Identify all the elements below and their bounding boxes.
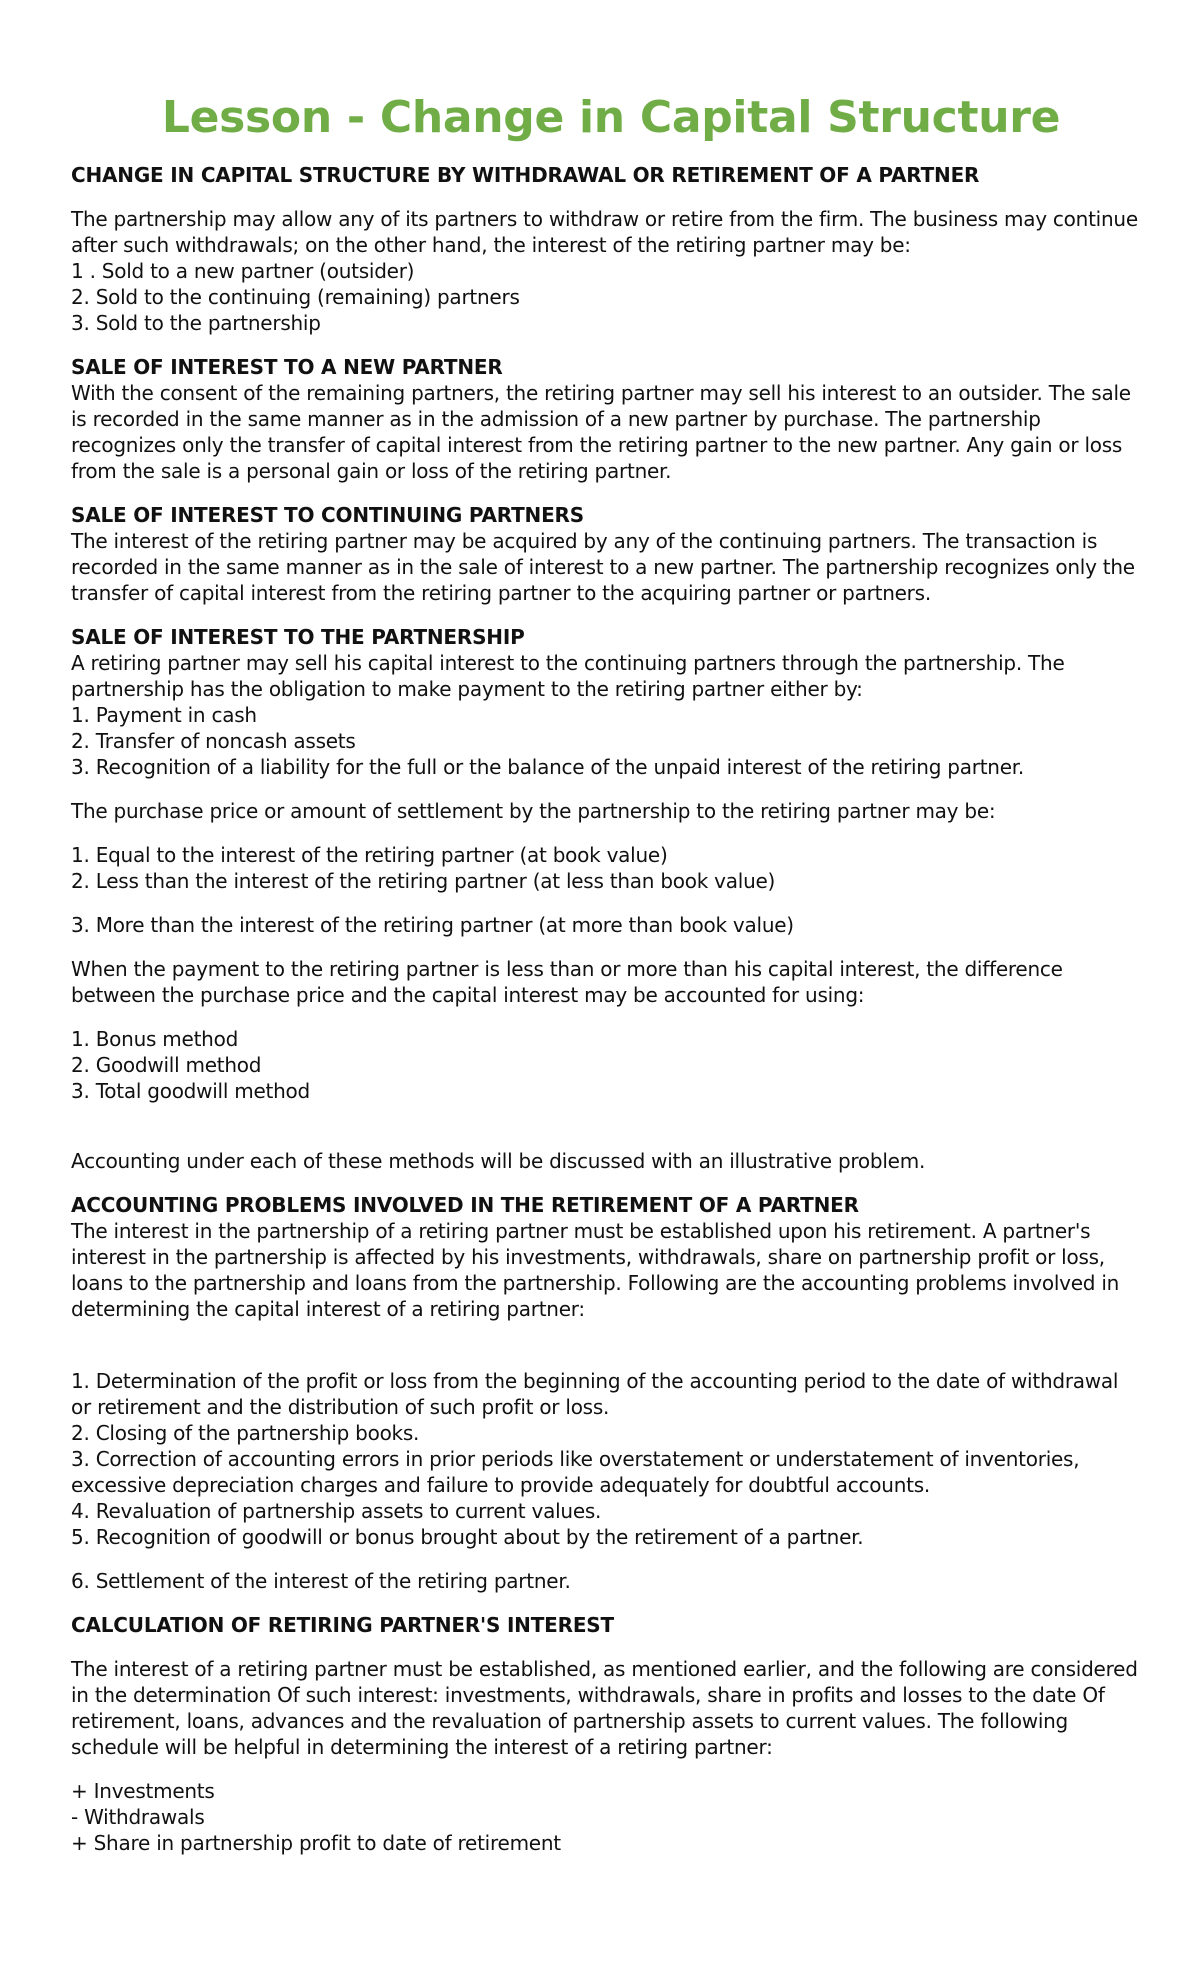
paragraph-continuing-partners: The interest of the retiring partner may be acquired by any of the continuing partners. The transaction is recorded in the same manner as in the sale of interest to a new partner. The partnership recognizes only the transfer of capital interest from the retiring partner to the acquiring partner or partners. bbox=[71, 529, 1135, 605]
paragraph-calculation: The interest of a retiring partner must be established, as mentioned earlier, and the following are considered in the determination Of such interest: investments, withdrawals, share in profits and losses to the date Of retirement, loans, advances and the revaluation of partnership assets to current values. The following schedule will be helpful in determining the interest of a retiring partner: bbox=[71, 1657, 1138, 1759]
page-title: Lesson - Change in Capital Structure bbox=[161, 92, 1061, 143]
section-heading-accounting-problems: ACCOUNTING PROBLEMS INVOLVED IN THE RETIREMENT OF A PARTNER bbox=[71, 1193, 859, 1217]
paragraph-accounting-problems: The interest in the partnership of a retiring partner must be established upon his retirement. A partner's interest in the partnership is affected by his investments, withdrawals, share on partnership profit or loss, loans to the partnership and loans from the partnership. Following are the accounting problems involved in determining the capital interest of a retiring partner: bbox=[71, 1219, 1120, 1321]
section-heading-continuing-partners: SALE OF INTEREST TO CONTINUING PARTNERS bbox=[71, 503, 584, 527]
list-item: 2. Transfer of noncash assets bbox=[71, 729, 356, 753]
paragraph-methods-note: Accounting under each of these methods will be discussed with an illustrative problem. bbox=[71, 1149, 926, 1173]
list-item: - Withdrawals bbox=[71, 1805, 205, 1829]
list-item: 6. Settlement of the interest of the retiring partner. bbox=[71, 1569, 571, 1593]
list-item: 1. Payment in cash bbox=[71, 703, 257, 727]
paragraph-new-partner: With the consent of the remaining partners, the retiring partner may sell his interest to an outsider. The sale is recorded in the same manner as in the admission of a new partner by purchase. The partnership recognizes only the transfer of capital interest from the retiring partner to the new partner. Any gain or loss from the sale is a personal gain or loss of the retiring partner. bbox=[71, 381, 1131, 483]
list-item: 3. Recognition of a liability for the full or the balance of the unpaid interest of the retiring partner. bbox=[71, 755, 1025, 779]
list-item: 2. Goodwill method bbox=[71, 1053, 262, 1077]
list-item: 3. More than the interest of the retiring partner (at more than book value) bbox=[71, 913, 794, 937]
section-heading-partnership: SALE OF INTEREST TO THE PARTNERSHIP bbox=[71, 625, 525, 649]
list-item: 3. Correction of accounting errors in prior periods like overstatement or understatement of inventories, excessive depreciation charges and failure to provide adequately for doubtful accounts. bbox=[71, 1447, 1080, 1497]
paragraph-difference: When the payment to the retiring partner is less than or more than his capital interest, the difference between the purchase price and the capital interest may be accounted for using: bbox=[71, 957, 1063, 1007]
list-item: 1. Determination of the profit or loss from the beginning of the accounting period to the date of withdrawal or retirement and the distribution of such profit or loss. bbox=[71, 1369, 1119, 1419]
list-item: 3. Sold to the partnership bbox=[71, 311, 321, 335]
section-heading-withdrawal: CHANGE IN CAPITAL STRUCTURE BY WITHDRAWAL OR RETIREMENT OF A PARTNER bbox=[71, 163, 980, 187]
list-item: 5. Recognition of goodwill or bonus brought about by the retirement of a partner. bbox=[71, 1525, 864, 1549]
paragraph-withdrawal: The partnership may allow any of its partners to withdraw or retire from the firm. The business may continue after such withdrawals; on the other hand, the interest of the retiring partner may be: bbox=[71, 207, 1138, 257]
list-item: 1 . Sold to a new partner (outsider) bbox=[71, 259, 415, 283]
section-heading-new-partner: SALE OF INTEREST TO A NEW PARTNER bbox=[71, 355, 503, 379]
paragraph-partnership: A retiring partner may sell his capital interest to the continuing partners through the partnership. The partnership has the obligation to make payment to the retiring partner either by: bbox=[71, 651, 1065, 701]
document-page bbox=[71, 88, 1141, 1856]
list-item: 2. Sold to the continuing (remaining) partners bbox=[71, 285, 520, 309]
paragraph-purchase-price: The purchase price or amount of settlement by the partnership to the retiring partner may be: bbox=[71, 799, 996, 823]
list-item: 1. Bonus method bbox=[71, 1027, 239, 1051]
section-heading-calculation: CALCULATION OF RETIRING PARTNER'S INTEREST bbox=[71, 1613, 614, 1637]
list-item: 2. Less than the interest of the retiring partner (at less than book value) bbox=[71, 869, 776, 893]
list-item: 4. Revaluation of partnership assets to current values. bbox=[71, 1499, 602, 1523]
list-item: + Investments bbox=[71, 1779, 215, 1803]
list-item: + Share in partnership profit to date of retirement bbox=[71, 1831, 561, 1855]
list-item: 2. Closing of the partnership books. bbox=[71, 1421, 420, 1445]
list-item: 3. Total goodwill method bbox=[71, 1079, 310, 1103]
list-item: 1. Equal to the interest of the retiring partner (at book value) bbox=[71, 843, 668, 867]
